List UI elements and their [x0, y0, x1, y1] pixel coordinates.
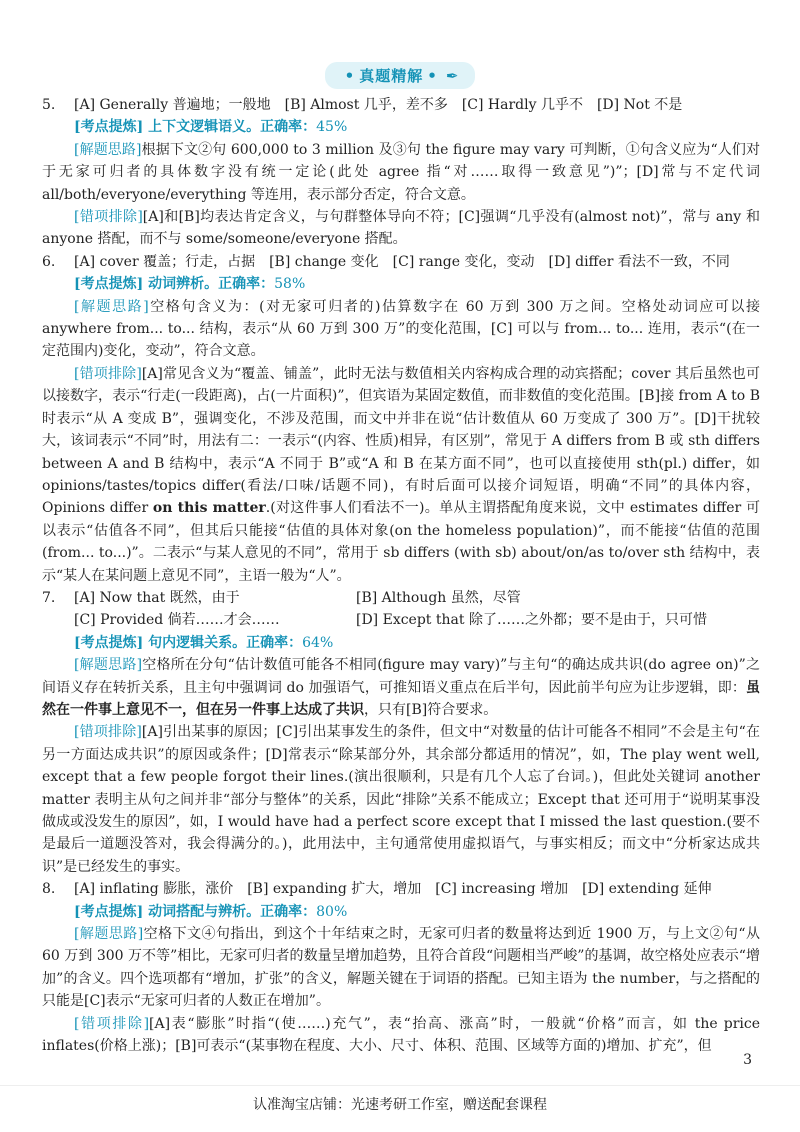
q6-options: [A] cover 覆盖；行走，占据 [B] change 变化 [C] range 变化，变动 [D] differ 看法不一致，不同 [74, 253, 730, 270]
cuoxiang-label: [错项排除] [74, 365, 142, 382]
jieti-label: [解题思路] [74, 141, 142, 158]
q5-options-line [42, 94, 760, 116]
q5-cuoxiang [42, 206, 760, 251]
kaodian-text: 动词搭配与辨析。正确率： [143, 903, 317, 920]
feather-icon: ✒ [445, 67, 460, 85]
jieti-bold: 虽然在一件事上意见不一，但在另一件事上达成了共识 [42, 679, 760, 718]
kaodian-text: 动词辨析。正确率： [143, 276, 275, 293]
q6-options-line [42, 251, 760, 273]
q5-number: 5. [42, 97, 56, 113]
section-title-badge: • 真题精解 • ✒ [325, 62, 476, 89]
content [42, 94, 760, 1057]
q7-jieti [42, 654, 760, 721]
q7-option-b: [B] Although 虽然，尽管 [356, 589, 521, 606]
kaodian-label: [考点提炼] [74, 634, 144, 651]
jieti-text: 空格下文④句指出，到这个十年结束之时，无家可归者的数量将达到近 1900 万，与上文②句“从 60 万到 300 万不等”相比，无家可归者的数量呈增加趋势，且符合首段“问题相当严峻”的基调，故空格处应表示“增加”的含义。四个选项都有“增加，扩张”的含义，解题关键在于词语的搭配。已知主语为 the number，与之搭配的只能是[C]表示“无家可归者的人数正在增加”。 [42, 926, 760, 1010]
q7-options-line-1 [42, 587, 760, 609]
q8-options: [A] inflating 膨胀，涨价 [B] expanding 扩大，增加 [C] increasing 增加 [D] extending 延伸 [74, 881, 712, 898]
q8-number: 8. [42, 881, 56, 898]
q5-jieti [42, 139, 760, 206]
accuracy-rate: 58% [274, 276, 306, 293]
q7-options-line-2 [42, 609, 760, 631]
footer-text: 认准淘宝店铺：光速考研工作室，赠送配套课程 [253, 1097, 547, 1113]
q7-option-d: [D] Except that 除了……之外都；要不是由于，只可惜 [356, 612, 707, 629]
section-header [0, 62, 800, 89]
q7-number: 7. [42, 589, 56, 606]
jieti-text: 根据下文②句 600,000 to 3 million 及③句 the figure may vary 可判断，①句含义应为“人们对于无家可归者的具体数字没有统一定论(此处 agree 指“对……取得一致意见”)”；[D]常与不定代词 all/both/everyone/everything 等连用，表示部分否定，符合文意。 [42, 141, 760, 203]
q6-cuoxiang [42, 363, 760, 587]
q7-cuoxiang [42, 721, 760, 878]
cuoxiang-text-cont: .(对这件事人们看法不一)。单从主谓搭配角度来说，文中 estimates differ 可以表示“估值各不同”，但其后只能接“估值的具体对象(on the homeless population)”，而不能接“估值的范围(from... to...)”。二表示“与某人意见的不同”，常用于 sb differs (with sb) about/on/as to/over sth 结构中，表示“某人在某问题上意见不同”，主语一般为“人”。 [42, 500, 760, 584]
jieti-label: [解题思路] [74, 657, 143, 674]
footer-divider [0, 1085, 800, 1086]
cuoxiang-label: [错项排除] [74, 1015, 150, 1032]
accuracy-rate: 64% [302, 634, 334, 651]
jieti-text-cont: ，只有[B]符合要求。 [364, 701, 498, 718]
kaodian-label: [考点提炼] [74, 276, 144, 293]
q5-options: [A] Generally 普遍地；一般地 [B] Almost 几乎，差不多 [C] Hardly 几乎不 [D] Not 不是 [74, 97, 683, 113]
kaodian-text: 句内逻辑关系。正确率： [143, 634, 303, 651]
q5-kaodian [42, 116, 760, 138]
section-title: 真题精解 [359, 67, 424, 85]
jieti-text: 空格所在分句“估计数值可能各不相同(figure may vary)”与主句“的确达成共识(do agree on)”之间语义存在转折关系，且主句中强调词 do 加强语气，可推知语义重点在后半句，因此前半句应为让步逻辑，即： [42, 657, 760, 696]
q8-kaodian [42, 901, 760, 923]
cuoxiang-label: [错项排除] [74, 209, 143, 226]
q8-cuoxiang [42, 1013, 760, 1058]
jieti-label: [解题思路] [74, 926, 144, 943]
cuoxiang-label: [错项排除] [74, 724, 142, 741]
kaodian-label: [考点提炼] [74, 903, 144, 920]
kaodian-text: 上下文逻辑语义。正确率： [143, 119, 317, 136]
cuoxiang-text: [A]表“膨胀”时指“(使……)充气”，表“抬高、涨高”时，一般就“价格”而言，如 the price inflates(价格上涨)；[B]可表示“(某事物在程度、大小、尺寸、体积、范围、区域等方面的)增加、扩充”，但 [42, 1015, 760, 1055]
page-number: 3 [743, 1052, 752, 1068]
q6-kaodian [42, 273, 760, 295]
q6-number: 6. [42, 253, 56, 270]
accuracy-rate: 45% [316, 119, 348, 136]
cuoxiang-text: [A]常见含义为“覆盖、铺盖”，此时无法与数值相关内容构成合理的动宾搭配；cover 其后虽然也可以接数字，表示“行走(一段距离)，占(一片面积)”，但宾语为某固定数值，而非数值的变化范围。[B]接 from A to B 时表示“从 A 变成 B”，强调变化，不涉及范围，而文中并非在说“估计数值从 60 万变成了 300 万”。[D]干扰较大，该词表示“不同”时，用法有二：一表示“(内容、性质)相异，有区别”，常见于 A differs from B 或 sth differs between A and B 结构中，表示“A 不同于 B”或“A 和 B 在某方面不同”，也可以直接使用 sth(pl.) differ，如 opinions/tastes/topics differ(看法/口味/话题不同)，有时后面可以接介词短语，明确“不同”的具体内容，Opinions differ [42, 365, 760, 517]
q8-jieti [42, 923, 760, 1013]
q7-option-a: [A] Now that 既然，由于 [74, 589, 240, 606]
cuoxiang-bold: on this matter [152, 500, 266, 517]
jieti-label: [解题思路] [74, 298, 149, 315]
accuracy-rate: 80% [316, 903, 348, 920]
q8-options-line [42, 878, 760, 900]
q7-kaodian [42, 632, 760, 654]
kaodian-label: [考点提炼] [74, 119, 144, 136]
jieti-text: 空格句含义为：(对无家可归者的)估算数字在 60 万到 300 万之间。空格处动词应可以接 anywhere from... to... 结构，表示“从 60 万到 300 万”的变化范围，[C] 可以与 from... to... 连用，表示“(在一定范围内)变化，变动”，符合文意。 [42, 298, 760, 360]
cuoxiang-text: [A]和[B]均表达肯定含义，与句群整体导向不符；[C]强调“几乎没有(almost not)”，常与 any 和 anyone 搭配，而不与 some/someone/everyone 搭配。 [42, 209, 760, 248]
cuoxiang-text: [A]引出某事的原因；[C]引出某事发生的条件，但文中“对数量的估计可能各不相同”不会是主句“在另一方面达成共识”的原因或条件；[D]常表示“除某部分外，其余部分都适用的情况”，如，The play went well, except that a few people forgot their lines.(演出很顺利，只是有几个人忘了台词。)，但此处关键词 another matter 表明主从句之间并非“部分与整体”的关系，因此“排除”关系不能成立；Except that 还可用于“说明某事没做成或没发生的原因”，如，I would have had a perfect score except that I missed the last question.(要不是最后一道题没答对，我会得满分的。)，此用法中，主句通常使用虚拟语气，与事实相反；而文中“分析家达成共识”是已经发生的事实。 [42, 724, 760, 875]
q7-option-c: [C] Provided 倘若……才会…… [74, 612, 280, 629]
q6-jieti [42, 296, 760, 363]
